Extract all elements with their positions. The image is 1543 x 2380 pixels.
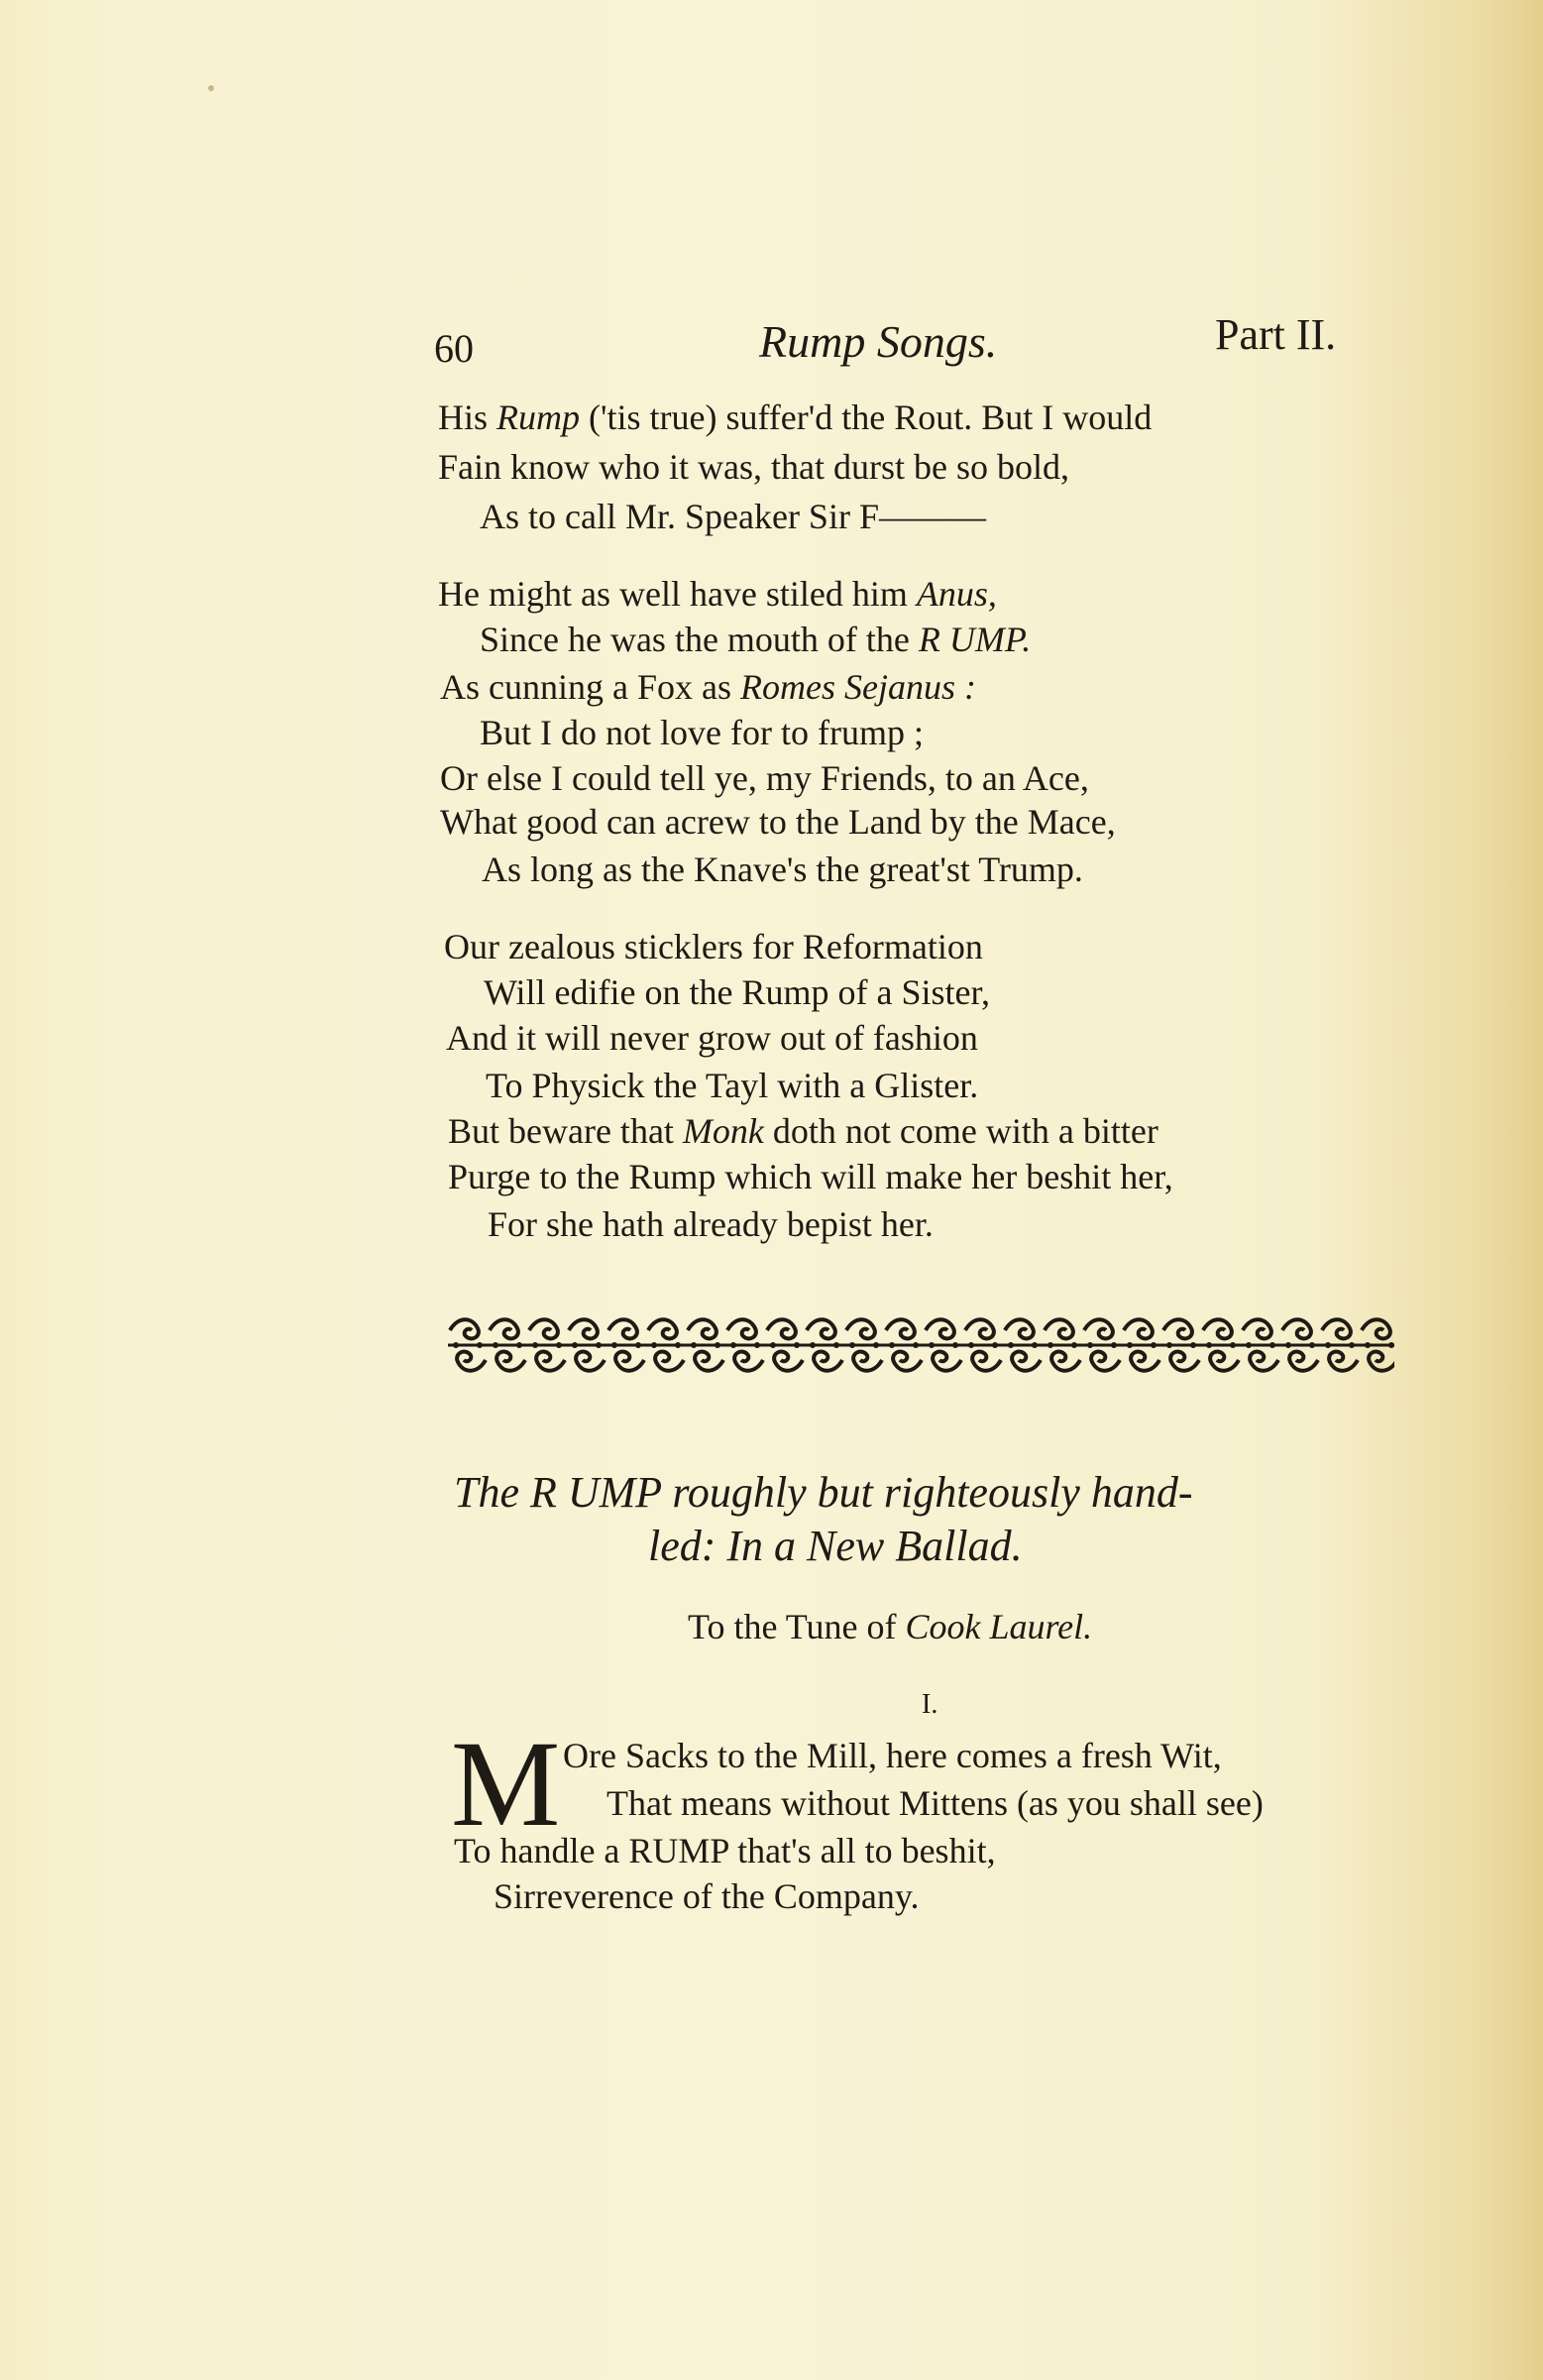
text: He might as well have stiled him: [438, 574, 917, 614]
stanza1-line1: [438, 397, 1152, 438]
stanza3-line3: And it will never grow out of fashion: [446, 1018, 978, 1058]
part-label: Part II.: [1215, 310, 1337, 359]
drop-cap: M: [451, 1716, 561, 1852]
stanza3-line1: Our zealous sticklers for Reformation: [444, 927, 983, 966]
text: His: [438, 397, 497, 437]
text: As cunning a Fox as: [440, 667, 740, 707]
verse-line3: To handle a RUMP that's all to beshit,: [454, 1831, 996, 1870]
text: To the Tune of: [688, 1607, 906, 1646]
stanza3-line5: [448, 1110, 1158, 1152]
ballad-title-line2: led: In a New Ballad.: [648, 1522, 1023, 1570]
verse-line2: That means without Mittens (as you shall see): [606, 1783, 1264, 1823]
verse-line1: Ore Sacks to the Mill, here comes a fresh Wit,: [563, 1736, 1222, 1775]
stanza2-line4: But I do not love for to frump ;: [480, 713, 924, 752]
emphasis: R UMP.: [918, 620, 1032, 659]
emphasis: Anus,: [916, 574, 997, 614]
stanza3-line4: To Physick the Tayl with a Glister.: [486, 1066, 979, 1105]
text: But beware that: [448, 1111, 683, 1151]
emphasis: Romes Sejanus :: [739, 667, 976, 707]
ballad-title-line1: The R UMP roughly but righteously hand-: [454, 1468, 1193, 1517]
emphasis: Rump: [496, 397, 581, 437]
verse-number: I.: [922, 1689, 938, 1720]
page-number: 60: [434, 326, 474, 371]
ornament-divider: [448, 1314, 1394, 1376]
stanza1-line3: As to call Mr. Speaker Sir F———: [480, 497, 986, 536]
stanza2-line3: [440, 666, 976, 708]
stanza3-line7: For she hath already bepist her.: [488, 1204, 934, 1244]
stanza3-line6: Purge to the Rump which will make her beshit her,: [448, 1157, 1173, 1196]
paper-speck: [208, 85, 214, 91]
stanza2-line6: What good can acrew to the Land by the Mace,: [440, 802, 1116, 842]
text: doth not come with a bitter: [763, 1111, 1158, 1151]
text: Since he was the mouth of the: [480, 620, 919, 659]
stanza3-line2: Will edifie on the Rump of a Sister,: [484, 972, 991, 1012]
text: ('tis true) suffer'd the Rout. But I would: [580, 397, 1153, 437]
stanza2-line1: [438, 573, 997, 615]
emphasis: Monk: [682, 1111, 764, 1151]
tune-name: Cook Laurel.: [905, 1607, 1093, 1646]
stanza2-line2: [480, 619, 1031, 660]
running-title: Rump Songs.: [759, 316, 998, 367]
stanza2-line5: Or else I could tell ye, my Friends, to an Ace,: [440, 758, 1089, 798]
verse-line4: Sirreverence of the Company.: [494, 1876, 920, 1916]
tune-line: [688, 1606, 1092, 1647]
stanza2-line7: As long as the Knave's the great'st Trump.: [482, 850, 1083, 889]
stanza1-line2: Fain know who it was, that durst be so bold,: [438, 447, 1069, 487]
